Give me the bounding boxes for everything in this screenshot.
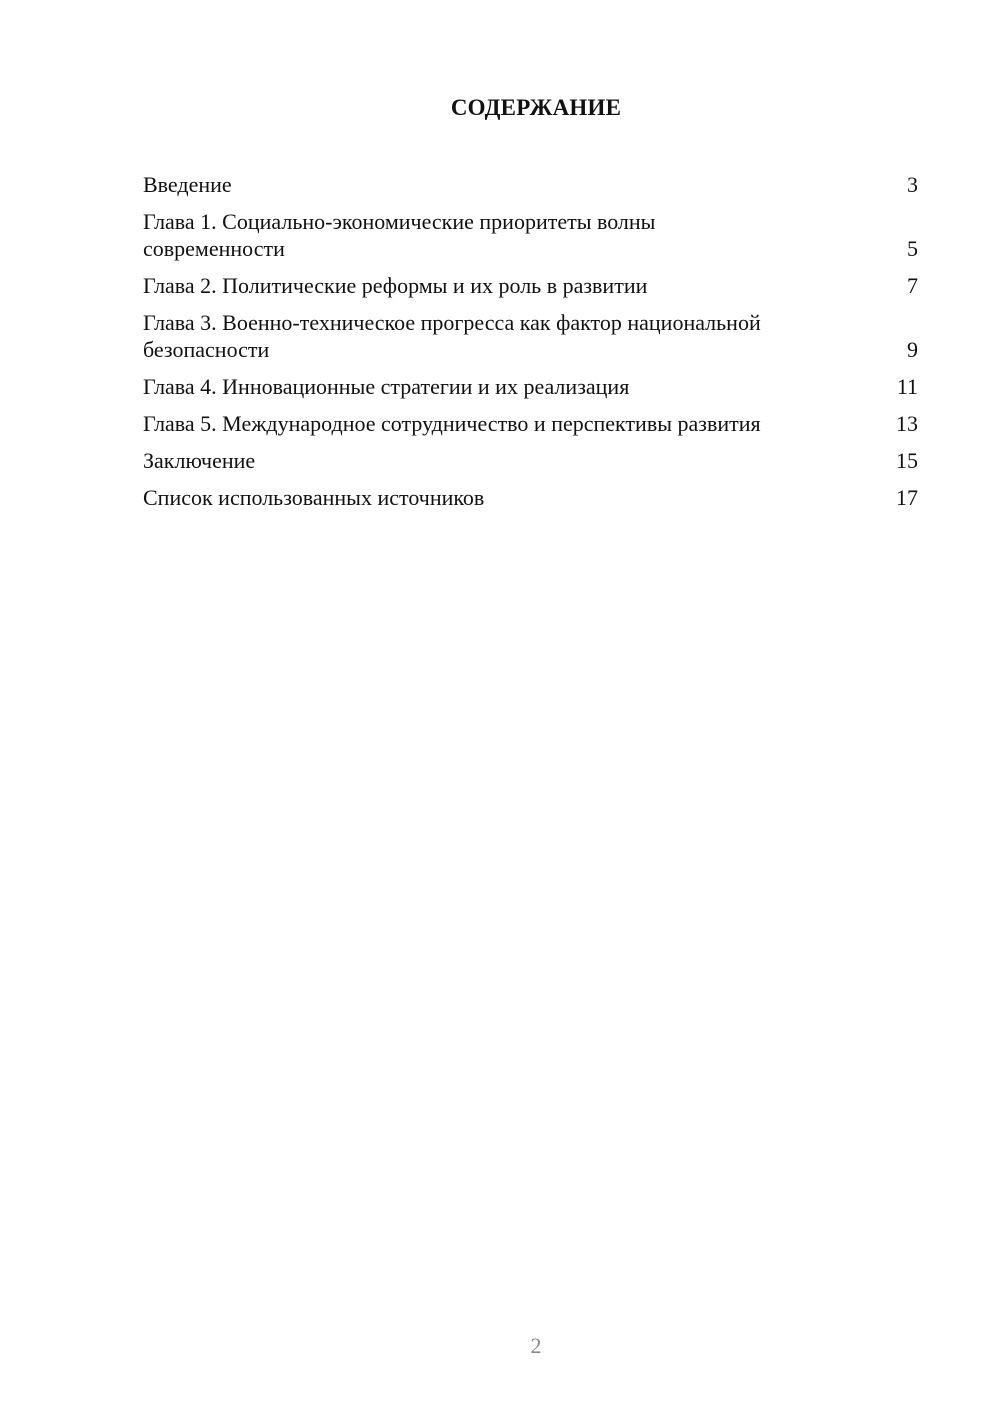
page-number: 2 (530, 1333, 542, 1358)
table-of-contents (143, 171, 918, 521)
toc-entry-references (143, 484, 918, 511)
toc-entry-title: Глава 5. Международное сотрудничество и перспективы развития (143, 411, 761, 436)
toc-entry-title: Заключение (143, 448, 256, 473)
toc-entry-title: Глава 4. Инновационные стратегии и их реализация (143, 374, 630, 399)
toc-entry-page: 15 (896, 448, 918, 473)
toc-entry-title: Глава 3. Военно-техническое прогресса как фактор национальной безопасности (143, 310, 761, 362)
toc-entry-chapter-2 (143, 272, 918, 299)
toc-heading: СОДЕРЖАНИЕ (450, 95, 622, 120)
toc-entry-chapter-5 (143, 410, 918, 437)
toc-entry-chapter-3 (143, 309, 918, 363)
toc-entry-title: Список использованных источников (143, 485, 485, 510)
toc-entry-page: 7 (907, 273, 918, 298)
toc-entry-chapter-1 (143, 208, 918, 262)
toc-entry-introduction (143, 171, 918, 198)
toc-entry-page: 5 (907, 236, 918, 261)
toc-entry-page: 17 (896, 485, 918, 510)
toc-entry-title: Введение (143, 172, 232, 197)
toc-entry-page: 3 (907, 172, 918, 197)
toc-entry-page: 9 (907, 337, 918, 362)
toc-entry-title: Глава 1. Социально-экономические приоритеты волны современности (143, 209, 656, 261)
toc-entry-title: Глава 2. Политические реформы и их роль в развитии (143, 273, 648, 298)
toc-entry-conclusion (143, 447, 918, 474)
toc-entry-page: 11 (896, 374, 918, 399)
toc-entry-chapter-4 (143, 373, 918, 400)
toc-entry-page: 13 (896, 411, 918, 436)
